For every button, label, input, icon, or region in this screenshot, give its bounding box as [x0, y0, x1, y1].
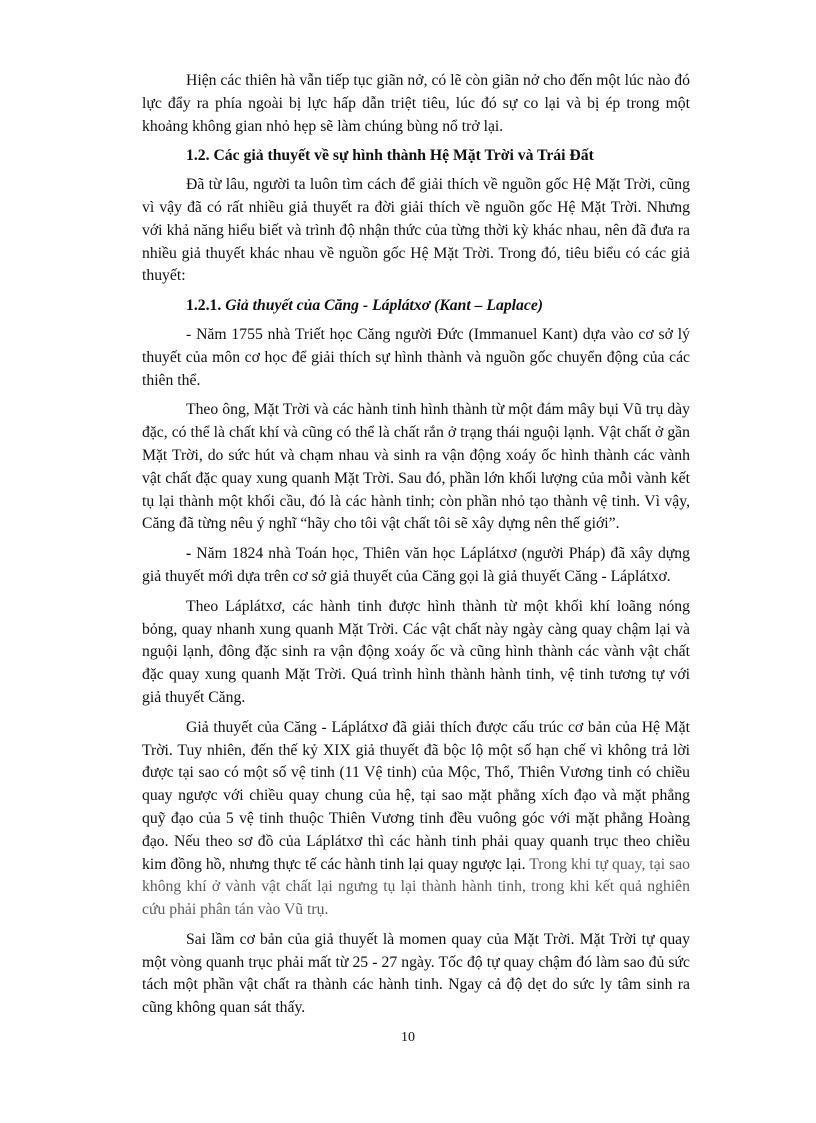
paragraph-intro-hypotheses: Đã từ lâu, người ta luôn tìm cách để giải thích về nguồn gốc Hệ Mặt Trời, cũng vì vậy đã có rất nhiều giả thuyết ra đời giải thích về nguồn gốc Hệ Mặt Trời. Nhưng với khả năng hiểu biết và trình độ nhận thức của từng thời kỳ khác nhau, nên đã đưa ra nhiều giả thuyết khác nhau về nguồn gốc Hệ Mặt Trời. Trong đó, tiêu biểu có các giả thuyết: [142, 176, 690, 285]
paragraph-limitations-gray: Trong khi tự quay, tại sao không khí ở vành vật chất lại ngưng tụ lại thành hành tinh, trong khi kết quả nghiên cứu phải phân tán vào Vũ trụ. [142, 855, 691, 919]
paragraph-laplace-1824 [142, 543, 690, 589]
page-number: 10 [401, 1030, 415, 1045]
paragraph-limitations [142, 717, 690, 922]
paragraph-kant-1755: - Năm 1755 nhà Triết học Căng người Đức (Immanuel Kant) dựa vào cơ sở lý thuyết của môn cơ học để giải thích sự hình thành và nguồn gốc chuyển động của các thiên thể. [142, 325, 690, 389]
subsection-title: Giả thuyết của Căng - Láplátxơ (Kant – Laplace) [225, 297, 544, 315]
paragraph-laplace-theory: Theo Láplátxơ, các hành tinh được hình thành từ một khối khí loãng nóng bỏng, quay nhanh xung quanh Mặt Trời. Các vật chất này ngày càng quay chậm lại và nguội lạnh, đông đặc sinh ra vận động xoáy ốc và cũng hình thành các vành vật chất đặc quay xung quanh Mặt Trời. Quá trình hình thành hành tinh, vệ tinh tương tự với giả thuyết Căng. [142, 597, 690, 706]
paragraph-universe-expansion: Hiện các thiên hà vẫn tiếp tục giãn nở, có lẽ còn giãn nở cho đến một lúc nào đó lực đẩy ra phía ngoài bị lực hấp dẫn triệt tiêu, lúc đó sự co lại và bị ép trong một khoảng không gian nhỏ hẹp sẽ làm chúng bùng nổ trở lại. [142, 72, 690, 135]
document-page [142, 70, 690, 1027]
bold-dash: - [186, 545, 192, 563]
paragraph-limitations-main: Giả thuyết của Căng - Láplátxơ đã giải thích được cấu trúc cơ bản của Hệ Mặt Trời. Tuy nhiên, đến thế kỷ XIX giả thuyết đã bộc lộ một số hạn chế vì không trả lời được tại sao có một số vệ tinh (11 Vệ tinh) của Mộc, Thổ, Thiên Vương tinh có chiều quay ngược với chiều quay chung của hệ, tại sao mặt phẳng xích đạo và mặt phẳng quỹ đạo của 5 vệ tinh thuộc Thiên Vương tinh đều vuông góc với mặt phẳng Hoàng đạo. Nếu theo sơ đồ của Láplátxơ thì các hành tinh phải quay quanh trục theo chiều kim đồng hồ, nhưng thực tế các hành tinh lại quay ngược lại. [142, 718, 690, 873]
paragraph-laplace-1824-text: Năm 1824 nhà Toán học, Thiên văn học Láplátxơ (người Pháp) đã xây dựng giả thuyết mới dựa trên cơ sở giả thuyết của Căng gọi là giả thuyết Căng - Láplátxơ. [142, 545, 690, 585]
section-heading: 1.2. Các giả thuyết về sự hình thành Hệ Mặt Trời và Trái Đất [186, 147, 594, 165]
paragraph-kant-theory: Theo ông, Mặt Trời và các hành tinh hình thành từ một đám mây bụi Vũ trụ dày đặc, có thể là chất khí và cũng có thể là chất rắn ở trạng thái nguội lạnh. Vật chất ở gần Mặt Trời, do sức hút và chạm nhau và sinh ra vận động xoáy ốc hình thành các vành vật chất đặc quay xung quanh Mặt Trời. Sau đó, phần lớn khối lượng của mỗi vành kết tụ lại thành một khối cầu, đó là các hành tinh; còn phần nhỏ tạo thành vệ tinh. Vì vậy, Căng đã từng nêu ý nghĩ “hãy cho tôi vật chất tôi sẽ xây dựng nên thế giới”. [142, 401, 690, 533]
subsection-heading [142, 295, 690, 318]
subsection-number: 1.2.1. [186, 297, 222, 315]
paragraph-fundamental-error: Sai lầm cơ bản của giả thuyết là momen quay của Mặt Trời. Mặt Trời tự quay một vòng quanh trục phải mất từ 25 - 27 ngày. Tốc độ tự quay chậm đó làm sao đủ sức tách một phần vật chất ra thành các hành tinh. Ngay cả độ dẹt do sức ly tâm sinh ra cũng không quan sát thấy. [142, 930, 690, 1017]
